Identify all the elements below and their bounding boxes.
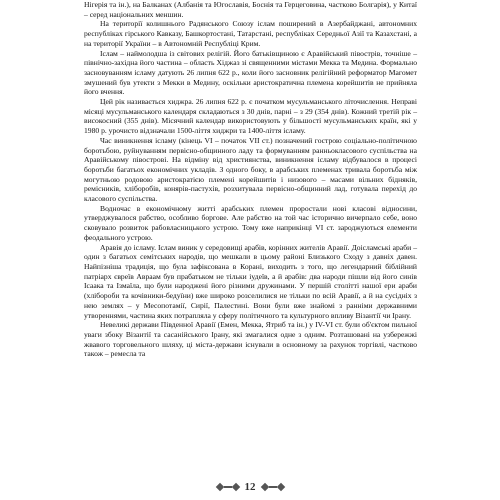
page-number: 12	[244, 481, 256, 493]
paragraph-6: Водночас в економічному житті арабських племен проростали нові класові відносини, утверджувалося рабство, особливо боргове. Але рабство на той час історично вичерпало себе, воно сковувало розвиток рабовласницького устрою. Тому вже наприкінці VI ст. зароджуються елементи феодального устрою.	[84, 203, 417, 242]
paragraph-1: Нігерія та ін.), на Балканах (Албанія та Югославія, Боснія та Герцеговина, частково Болгарія), у Китаї – серед національних меншин.	[84, 0, 417, 19]
left-ornament-icon	[217, 484, 239, 490]
body-text	[84, 0, 417, 359]
page-footer	[0, 480, 500, 494]
paragraph-4: Цей рік називається хиджра. 26 липня 622 р. є початком мусульманського літочислення. Неправі місяці мусульманського календаря складаються з 30 днів, парні – з 29 (354 днів). Кожний третій рік – високосний (355 днів). Місячний календар використовують у більшості мусульманських країн, які у 1980 р. урочисто відзначали 1500-ліття хиджри та 1400-ліття ісламу.	[84, 97, 417, 136]
paragraph-3: Іслам – наймолодша із світових релігій. Його батьківщиною є Аравійський півострів, точніше – північно-західна його частина – область Хіджаз зі священними містами Мекка та Медина. Формально засновуванням ісламу датують 26 липня 622 р., коли його засновник релігійний реформатор Магомет змушений був утекти з Мекки в Медину, оскільки аристократична племена корейшитів не прийняла його вчення.	[84, 48, 417, 97]
right-ornament-icon	[262, 484, 284, 490]
paragraph-7: Аравія до ісламу. Іслам виник у середовищі арабів, корінних жителів Аравії. Доісламські араби – один з багатьох семітських народів, що мешкали в цьому районі Близького Сходу з давніх давен. Найпізніша традиція, що була зафіксована в Корані, виходить з того, що легендарний біблійний патріарх євреїв Авраам був прабатьком не тільки іудеїв, а й арабів: два народи пішли від його синів Ісаака та Ізмаїла, що були народжені його різними дружинами. У першій столітті нашої ери араби (хлібороби та кочівники-бедуїни) вже широко розселилися не тільки по всій Аравії, а й на сусідніх з нею землях – у Месопотамії, Сирії, Палестині. Вони були вже знайомі з ранніми державними утвореннями, частина яких потрапляла у сферу політичного та культурного впливу Візантії чи Ірану.	[84, 242, 417, 320]
paragraph-8: Невеликі держави Південної Аравії (Емен, Мекка, Ятриб та ін.) у IV-VI ст. були об'єктом пильної уваги збоку Візантії та сасанійського Ірану, які змагалися одне з одним. Розташовані на узбережжі жвавого торговельного шляху, ці міста-держави існували в основному за рахунок торгівлі, частково також – ремесла та	[84, 320, 417, 359]
paragraph-5: Час виникнення ісламу (кінець VI – початок VII ст.) позначений гострою соціально-політичною боротьбою, руйнуванням первісно-общинного ладу та формуванням ранньокласового суспільства на Аравійському півострові. На відміну від християнства, виникнення ісламу відбувалося в процесі боротьби багатьох економічних укладів. З одного боку, в арабських племенах тривала боротьба між могутньою родовою аристократією племені корейшитів і низового – масами вільних бідняків, ремісників, хліборобів, конярів-пастухів, розхитувала первісно-общинний лад, готувала перехід до класового суспільства.	[84, 135, 417, 204]
paragraph-2: На території колишнього Радянського Союзу іслам поширений в Азербайджані, автономних республіках гірського Кавказу, Башкортостані, Татарстані, республіках Середньої Азії та Казахстані, а на території України – в Автономній Республіці Крим.	[84, 19, 417, 48]
